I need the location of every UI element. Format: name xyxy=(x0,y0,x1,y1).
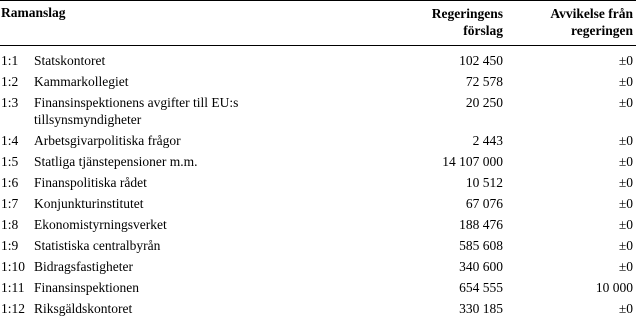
table-top-rule xyxy=(0,0,636,1)
row-deviation: ±0 xyxy=(618,175,633,190)
row-name: Bidragsfastigheter xyxy=(34,259,133,274)
row-proposal: 20 250 xyxy=(465,95,503,110)
row-deviation: ±0 xyxy=(618,196,633,211)
row-name: Riksgäldskontoret xyxy=(34,301,133,316)
row-proposal: 102 450 xyxy=(459,53,503,68)
table-row xyxy=(0,300,636,321)
row-name: Ekonomistyrningsverket xyxy=(34,217,167,232)
row-name: Statistiska centralbyrån xyxy=(34,238,161,253)
row-id: 1:9 xyxy=(1,238,19,253)
row-id: 1:11 xyxy=(1,280,25,295)
table-row xyxy=(0,132,636,153)
table-body xyxy=(0,52,636,321)
row-id: 1:1 xyxy=(1,53,19,68)
row-deviation: ±0 xyxy=(618,95,633,110)
row-deviation: ±0 xyxy=(618,217,633,232)
row-deviation: ±0 xyxy=(618,259,633,274)
row-proposal: 2 443 xyxy=(472,133,503,148)
header-proposal-line2: förslag xyxy=(463,23,503,38)
row-proposal: 10 512 xyxy=(465,175,503,190)
header-proposal-line1: Regeringens xyxy=(431,6,503,21)
row-name: Finansinspektionen xyxy=(34,280,139,295)
table-row xyxy=(0,153,636,174)
row-id: 1:7 xyxy=(1,196,19,211)
row-id: 1:12 xyxy=(1,301,26,316)
row-proposal: 340 600 xyxy=(459,259,503,274)
row-proposal: 72 578 xyxy=(465,74,503,89)
row-deviation: ±0 xyxy=(618,133,633,148)
row-proposal: 654 555 xyxy=(459,280,503,295)
row-id: 1:10 xyxy=(1,259,26,274)
row-deviation: ±0 xyxy=(618,154,633,169)
row-name: Statskontoret xyxy=(34,53,106,68)
header-deviation-line2: regeringen xyxy=(571,23,633,38)
row-id: 1:8 xyxy=(1,217,19,232)
table-row xyxy=(0,258,636,279)
table-row xyxy=(0,279,636,300)
row-name: Finanspolitiska rådet xyxy=(34,175,147,190)
table-row xyxy=(0,73,636,94)
row-proposal: 67 076 xyxy=(465,196,503,211)
table-row xyxy=(0,216,636,237)
header-deviation xyxy=(550,5,633,39)
row-id: 1:6 xyxy=(1,175,19,190)
table-row xyxy=(0,237,636,258)
row-deviation: ±0 xyxy=(618,74,633,89)
row-name: Konjunkturinstitutet xyxy=(34,196,144,211)
row-name: Arbetsgivarpolitiska frågor xyxy=(34,133,181,148)
row-deviation: ±0 xyxy=(618,238,633,253)
row-proposal: 14 107 000 xyxy=(442,154,503,169)
table-row xyxy=(0,195,636,216)
row-id: 1:2 xyxy=(1,74,19,89)
table-row xyxy=(0,174,636,195)
header-proposal xyxy=(432,5,503,39)
row-deviation: ±0 xyxy=(618,53,633,68)
row-proposal: 188 476 xyxy=(459,217,503,232)
table-row xyxy=(0,52,636,73)
row-id: 1:5 xyxy=(1,154,19,169)
row-name: Kammarkollegiet xyxy=(34,74,129,89)
table-header xyxy=(0,5,636,45)
row-id: 1:4 xyxy=(1,133,19,148)
header-rule xyxy=(0,45,636,46)
row-id: 1:3 xyxy=(1,95,19,110)
row-deviation: ±0 xyxy=(618,301,633,316)
row-proposal: 585 608 xyxy=(459,238,503,253)
row-deviation: 10 000 xyxy=(595,280,633,295)
table-row xyxy=(0,94,636,132)
header-deviation-line1: Avvikelse från xyxy=(550,6,633,21)
header-ramanslag: Ramanslag xyxy=(1,5,66,20)
row-name: Statliga tjänstepensioner m.m. xyxy=(34,154,198,169)
row-proposal: 330 185 xyxy=(459,301,503,316)
row-name: Finansinspektionens avgifter till EU:s tillsynsmyndigheter xyxy=(34,95,239,127)
